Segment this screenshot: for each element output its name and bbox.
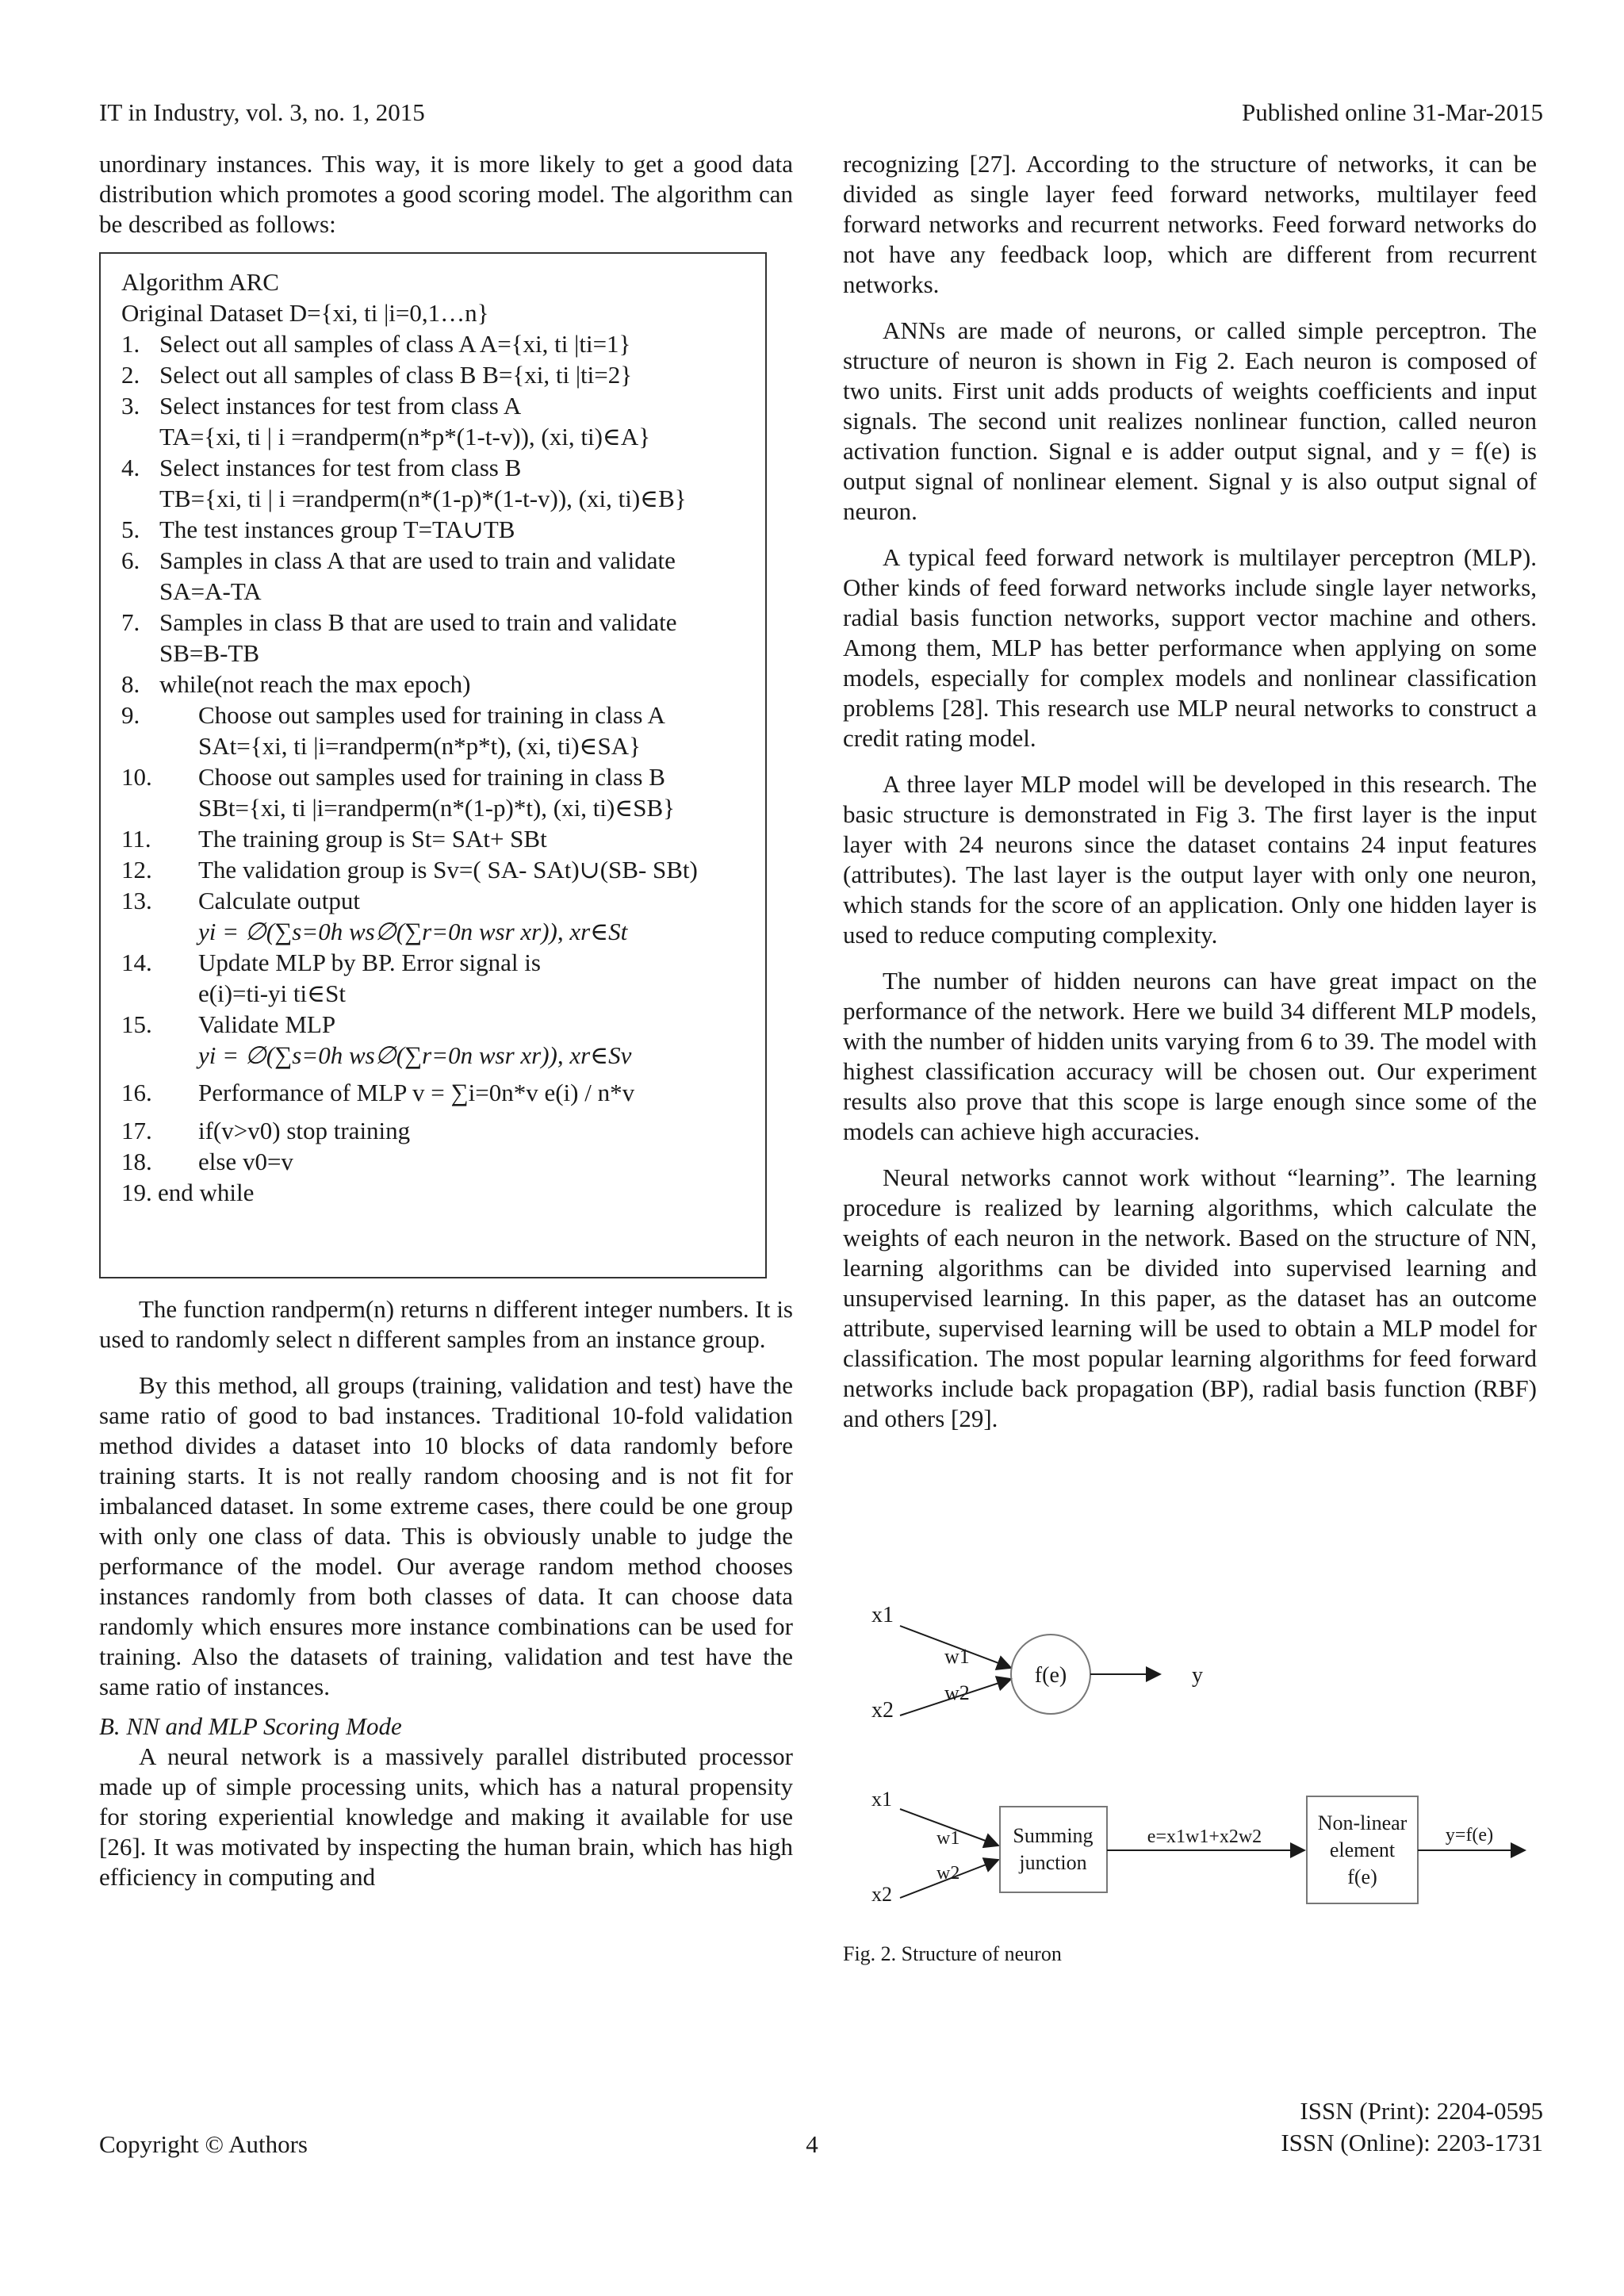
- label-x1-bottom: x1: [871, 1788, 892, 1811]
- algo-line-13: 13. Calculate output: [121, 887, 361, 914]
- algo-line-8: 8. while(not reach the max epoch): [121, 670, 471, 698]
- paragraph-mlp: A typical feed forward network is multilayer perceptron (MLP). Other kinds of feed forward networks include single layer networks, radial basis function networks, support vector machine and others. Among them, MLP has better performance when applying on some models, especially for complex models and nonlinear classification problems [28]. This research use MLP neural networks to construct a credit rating model.: [843, 543, 1537, 752]
- label-x2-top: x2: [871, 1698, 894, 1723]
- paragraph-anns: ANNs are made of neurons, or called simple perceptron. The structure of neuron is shown in Fig 2. Each neuron is composed of two units. First unit adds products of weights coefficients and input signals. The second unit realizes nonlinear function, called neuron activation function. Signal e is adder output signal, and y = f(e) is output signal of nonlinear element. Signal y is also output signal of neuron.: [843, 316, 1537, 525]
- algo-line-4b: TB={xi, ti | i =randperm(n*(1-p)*(1-t-v)), (xi, ti)∈B}: [159, 485, 687, 512]
- label-w1-top: w1: [944, 1645, 970, 1668]
- algo-line-6: 6. Samples in class A that are used to train and validate: [121, 546, 676, 574]
- nonlinear-label-2: element: [1329, 1838, 1396, 1861]
- label-w1-bottom: w1: [936, 1828, 960, 1849]
- algo-line-9: 9. Choose out samples used for training in class A: [121, 701, 665, 729]
- label-y-equation: y=f(e): [1445, 1825, 1494, 1846]
- algo-line-13b: yi = ∅(∑s=0h ws∅(∑r=0n wsr xr)), xr∈St: [198, 918, 628, 945]
- paragraph-intro: unordinary instances. This way, it is more likely to get a good data distribution which promotes a good scoring model. The algorithm can be described as follows:: [99, 150, 793, 238]
- label-x2-bottom: x2: [871, 1883, 892, 1906]
- algo-title: Algorithm ARC: [121, 268, 279, 296]
- algo-line-4: 4. Select instances for test from class B: [121, 454, 522, 481]
- nonlinear-label-3: f(e): [1347, 1865, 1377, 1888]
- page-number: 4: [806, 2130, 818, 2158]
- label-w2-top: w2: [944, 1681, 970, 1704]
- algo-line-3b: TA={xi, ti | i =randperm(n*p*(1-t-v)), (xi, ti)∈A}: [159, 423, 651, 450]
- figure-neuron-structure: [843, 1590, 1541, 2003]
- algo-line-14: 14. Update MLP by BP. Error signal is: [121, 949, 541, 976]
- algo-line-17: 17. if(v>v0) stop training: [121, 1117, 411, 1144]
- figure-caption: Fig. 2. Structure of neuron: [843, 1942, 1062, 1965]
- algo-line-15: 15. Validate MLP: [121, 1010, 336, 1038]
- algo-line-16: 16. Performance of MLP v = ∑i=0n*v e(i) / n*v: [121, 1079, 635, 1106]
- algo-line-6b: SA=A-TA: [159, 577, 262, 605]
- algo-line-2: 2. Select out all samples of class B B={xi, ti |ti=2}: [121, 361, 633, 389]
- paragraph-learning: Neural networks cannot work without “learning”. The learning procedure is realized by learning algorithms, which calculate the weights of each neuron in the network. Based on the structure of NN, learning algorithms can be divided into supervised learning and unsupervised learning. In this paper, as the dataset has an outcome attribute, supervised learning will be used to obtain a MLP model for classification. The most popular learning algorithms for feed forward networks include back propagation (BP), radial basis function (RBF) and others [29].: [843, 1163, 1537, 1432]
- label-x1-top: x1: [871, 1603, 894, 1627]
- header-published: Published online 31-Mar-2015: [1242, 98, 1543, 126]
- right-column: [843, 149, 1537, 1434]
- label-y-top: y: [1192, 1663, 1203, 1688]
- algo-line-15b: yi = ∅(∑s=0h ws∅(∑r=0n wsr xr)), xr∈Sv: [198, 1041, 632, 1069]
- paragraph-randperm: The function randperm(n) returns n different integer numbers. It is used to randomly select n different samples from an instance group.: [99, 1295, 793, 1353]
- algo-line-1: 1. Select out all samples of class A A={xi, ti |ti=1}: [121, 330, 631, 358]
- left-column-body: [99, 1294, 793, 1892]
- label-e-equation: e=x1w1+x2w2: [1147, 1826, 1262, 1847]
- footer-issn: [1281, 2095, 1543, 2159]
- algo-line-11: 11. The training group is St= SAt+ SBt: [121, 825, 547, 853]
- section-heading: B. NN and MLP Scoring Mode: [99, 1712, 402, 1740]
- algo-line-10: 10. Choose out samples used for training in class B: [121, 763, 665, 791]
- paragraph-hidden-neurons: The number of hidden neurons can have great impact on the performance of the network. Here we build 34 different MLP models, with the number of hidden units varying from 6 to 39. The model with highest classification accuracy will be chosen out. Our experiment results also prove that this scope is large enough since some of the models can achieve high accuracies.: [843, 967, 1537, 1145]
- algo-line-19: 19. end while: [121, 1179, 255, 1206]
- algo-line-5: 5. The test instances group T=TA∪TB: [121, 516, 515, 543]
- algorithm-box: [99, 252, 767, 1278]
- nonlinear-label-1: Non-linear: [1317, 1811, 1408, 1834]
- summing-label-2: junction: [1019, 1851, 1087, 1874]
- paragraph-recognizing: recognizing [27]. According to the structure of networks, it can be divided as single layer feed forward networks, multilayer feed forward networks and recurrent networks. Feed forward networks do not have any feedback loop, which are different from recurrent networks.: [843, 150, 1537, 298]
- summing-label-1: Summing: [1013, 1824, 1094, 1847]
- algo-line-9b: SAt={xi, ti |i=randperm(n*p*t), (xi, ti)∈SA}: [198, 732, 641, 760]
- issn-print: ISSN (Print): 2204-0595: [1300, 2097, 1543, 2125]
- algo-line-7: 7. Samples in class B that are used to train and validate: [121, 608, 677, 636]
- header-journal: IT in Industry, vol. 3, no. 1, 2015: [99, 98, 425, 126]
- paragraph-three-layer: A three layer MLP model will be developed in this research. The basic structure is demonstrated in Fig 3. The first layer is the input layer with 24 neurons since the dataset contains 24 input features (attributes). The last layer is the output layer with only one neuron, which stands for the score of an application. Only one hidden layer is used to reduce computing complexity.: [843, 770, 1537, 949]
- footer-copyright: Copyright © Authors: [99, 2130, 308, 2158]
- algo-line-12: 12. The validation group is Sv=( SA- SAt)∪(SB- SBt): [121, 856, 698, 884]
- algo-line-10b: SBt={xi, ti |i=randperm(n*(1-p)*t), (xi, ti)∈SB}: [198, 794, 676, 822]
- neuron-diagram-simple: [871, 1603, 1203, 1723]
- issn-online: ISSN (Online): 2203-1731: [1281, 2129, 1543, 2156]
- label-w2-bottom: w2: [936, 1863, 960, 1884]
- algo-dataset: Original Dataset D={xi, ti |i=0,1…n}: [121, 299, 489, 327]
- node-label: f(e): [1034, 1663, 1067, 1688]
- paragraph-nn: A neural network is a massively parallel distributed processor made up of simple processing units, which has a natural propensity for storing experiential knowledge and making it available for use [26]. It was motivated by inspecting the human brain, which has high efficiency in computing and: [99, 1742, 793, 1891]
- neuron-diagram-block: [871, 1788, 1525, 1906]
- algo-line-7b: SB=B-TB: [159, 639, 260, 667]
- paragraph-method: By this method, all groups (training, validation and test) have the same ratio of good to bad instances. Traditional 10-fold validation method divides a dataset into 10 blocks of data randomly before training starts. It is not really random choosing and is not fit for imbalanced dataset. In some extreme cases, there could be one group with only one class of data. This is obviously unable to judge the performance of the model. Our average random method chooses instances randomly from both classes of data. It can choose data randomly which ensures more instance combinations can be used for training. Also the datasets of training, validation and test have the same ratio of instances.: [99, 1371, 793, 1700]
- algo-line-14b: e(i)=ti-yi ti∈St: [198, 979, 346, 1007]
- summing-junction-box: [1000, 1807, 1107, 1892]
- algo-line-18: 18. else v0=v: [121, 1148, 293, 1175]
- algo-line-3: 3. Select instances for test from class A: [121, 392, 522, 420]
- left-column-intro: [99, 149, 793, 240]
